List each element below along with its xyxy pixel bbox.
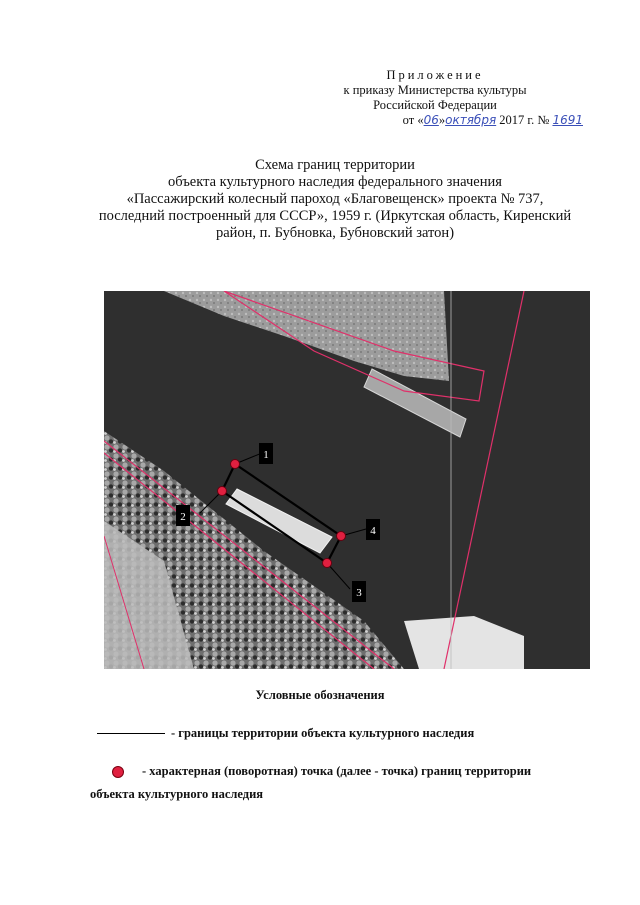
map-svg: [104, 291, 590, 669]
boundary-line-swatch: [97, 733, 165, 734]
boundary-point-1: [231, 460, 240, 469]
document-title: [70, 157, 600, 242]
appendix-order-line: к приказу Министерства культуры: [343, 83, 527, 97]
point-label-3: 3: [356, 587, 362, 599]
legend-title: Условные обозначения: [255, 688, 385, 702]
ref-mid2: 2017 г. №: [496, 113, 553, 127]
point-label-2: 2: [180, 511, 186, 523]
order-number: 1691: [552, 113, 583, 127]
title-line-5: район, п. Бубновка, Бубновский затон): [215, 225, 455, 241]
title-line-3: «Пассажирский колесный пароход «Благовещенск» проекта № 737,: [126, 191, 544, 207]
title-line-4: последний построенный для СССР», 1959 г. (Иркутская область, Киренский: [98, 208, 572, 224]
legend-boundary-text: - границы территории объекта культурного наследия: [171, 726, 475, 740]
legend-point-text-cont: объекта культурного наследия: [90, 787, 264, 801]
point-marker-icon: [112, 766, 124, 778]
title-line-2: объекта культурного наследия федерального значения: [168, 174, 502, 190]
ref-prefix: от «: [402, 113, 424, 127]
boundary-point-3: [323, 559, 332, 568]
legend-point-text: - характерная (поворотная) точка (далее - точка) границ территории: [142, 764, 532, 778]
point-label-1: 1: [263, 449, 269, 461]
appendix-heading: Приложение: [386, 68, 484, 82]
boundary-point-4: [337, 532, 346, 541]
point-label-4: 4: [370, 525, 376, 537]
boundary-point-2: [218, 487, 227, 496]
legend-point-row: [112, 764, 531, 779]
title-line-1: Схема границ территории: [255, 157, 415, 173]
order-month: октября: [445, 113, 497, 127]
ref-mid1: »: [438, 113, 446, 127]
appendix-ministry-line: Российской Федерации: [373, 98, 497, 112]
appendix-block: [285, 68, 585, 128]
appendix-order-ref: [285, 113, 585, 128]
order-day: 06: [423, 113, 439, 127]
satellite-map: [104, 291, 590, 669]
legend-boundary-row: [97, 726, 474, 741]
